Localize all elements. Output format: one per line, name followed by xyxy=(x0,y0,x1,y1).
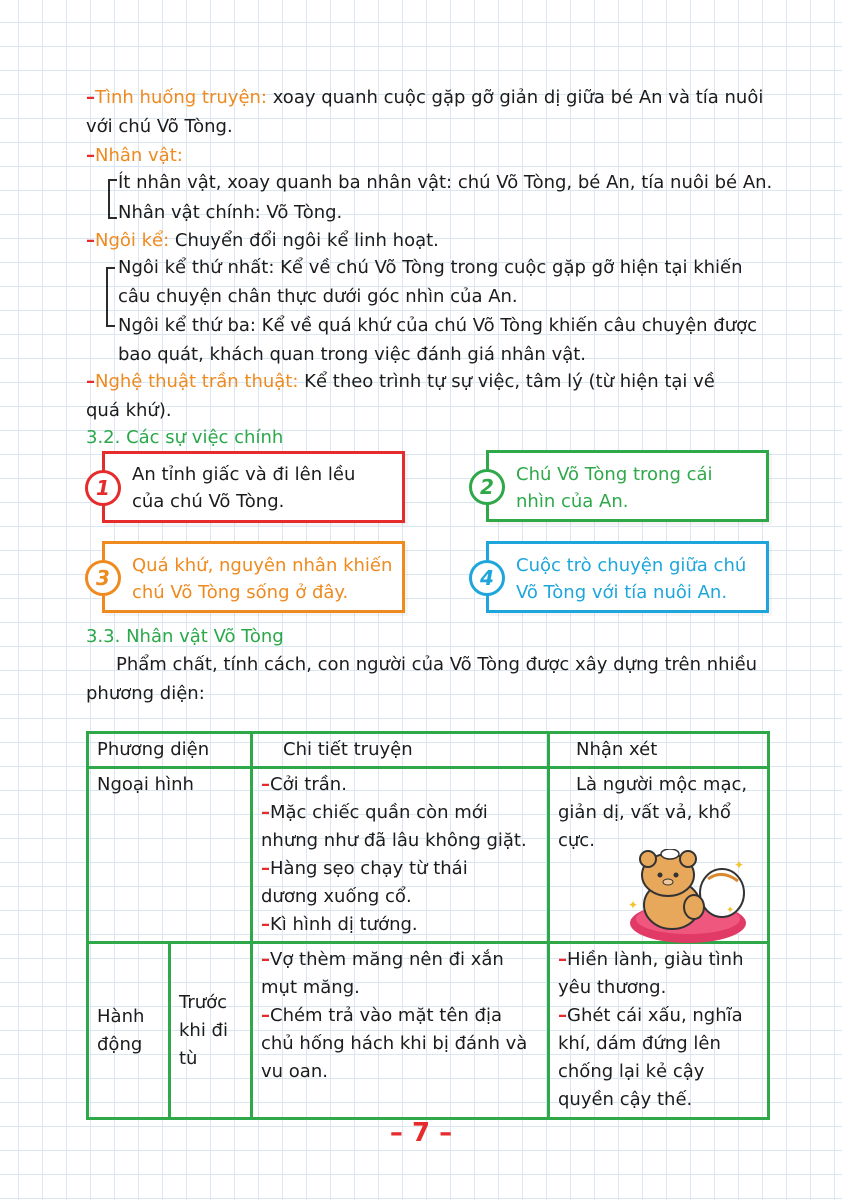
detail-text: Hàng sẹo chạy từ thái xyxy=(270,858,468,879)
detail-line xyxy=(261,771,539,799)
tinh-huong-text: xoay quanh cuộc gặp gỡ giản dị giữa bé An và tía nuôi xyxy=(266,87,764,108)
comment-text: Ghét cái xấu, nghĩa xyxy=(567,1005,743,1026)
comment-line xyxy=(558,1002,759,1030)
sub-aspect-line: tù xyxy=(179,1047,198,1069)
detail-line: dương xuống cổ. xyxy=(261,886,412,907)
event-text-2 xyxy=(516,461,713,515)
detail-line xyxy=(261,911,539,939)
ngoi-ke-item: Ngôi kể thứ nhất: Kể về chú Võ Tòng trong cuộc gặp gỡ hiện tại khiến xyxy=(118,257,743,278)
comment-line: khí, dám đứng lên xyxy=(558,1033,721,1054)
event-text-line: Võ Tòng với tía nuôi An. xyxy=(516,582,728,603)
table-row xyxy=(88,768,769,943)
sub-aspect-line: khi đi xyxy=(179,1019,228,1041)
dash-icon: – xyxy=(261,858,270,879)
table-header-aspect: Phương diện xyxy=(88,733,252,768)
nhan-vat-label: Nhân vật: xyxy=(95,145,183,166)
event-number-3: 3 xyxy=(85,560,121,596)
table-header-details: Chi tiết truyện xyxy=(252,733,549,768)
nghe-thuat-label: Nghệ thuật trần thuật: xyxy=(95,371,299,392)
bear-sticker-icon xyxy=(622,849,748,947)
table-cell-aspect xyxy=(88,943,170,1119)
event-text-line: Quá khứ, nguyên nhân khiến xyxy=(132,555,393,576)
comment-line: cực. xyxy=(558,830,595,851)
heading-3-3: 3.3. Nhân vật Võ Tòng xyxy=(86,626,284,647)
detail-line xyxy=(261,799,539,827)
comment-line: giản dị, vất vả, khổ xyxy=(558,802,731,823)
detail-text: Chém trả vào mặt tên địa xyxy=(270,1005,502,1026)
event-text-1 xyxy=(132,461,355,515)
tinh-huong-cont: với chú Võ Tòng. xyxy=(86,116,233,137)
ngoi-ke-item: bao quát, khách quan trong việc đánh giá nhân vật. xyxy=(118,344,587,365)
comment-line: quyền cậy thế. xyxy=(558,1089,693,1110)
dash-icon: – xyxy=(261,949,270,970)
nhan-vat-line xyxy=(86,141,183,171)
sub-aspect-line: Trước xyxy=(179,991,228,1013)
table-row xyxy=(88,943,769,1119)
dash-icon: – xyxy=(86,371,95,392)
svg-text:✦: ✦ xyxy=(628,898,639,912)
table-cell-aspect: Ngoại hình xyxy=(88,768,252,943)
nghe-thuat-line xyxy=(86,367,715,397)
table-header-row xyxy=(88,733,769,768)
nghe-thuat-text: Kể theo trình tự sự việc, tâm lý (từ hiện tại về xyxy=(298,371,715,392)
heading-3-2: 3.2. Các sự việc chính xyxy=(86,427,284,448)
dash-icon: – xyxy=(86,230,95,251)
detail-text: Mặc chiếc quần còn mới xyxy=(270,802,488,823)
dash-icon: – xyxy=(261,914,270,935)
detail-text: Kì hình dị tướng. xyxy=(270,914,418,935)
detail-text: Cởi trần. xyxy=(270,774,347,795)
table-header-comment: Nhận xét xyxy=(549,733,769,768)
dash-icon: – xyxy=(558,949,567,970)
detail-line: nhưng như đã lâu không giặt. xyxy=(261,830,527,851)
detail-line: mụt măng. xyxy=(261,977,360,998)
event-text-4 xyxy=(516,552,746,606)
event-text-line: Cuộc trò chuyện giữa chú xyxy=(516,555,747,576)
detail-line xyxy=(261,1002,539,1030)
aspect-line: động xyxy=(97,1033,143,1055)
event-text-line: nhìn của An. xyxy=(516,491,629,512)
detail-line xyxy=(261,946,539,974)
event-number-1: 1 xyxy=(85,470,121,506)
ngoi-ke-line xyxy=(86,226,439,256)
para-3-3-line1: Phẩm chất, tính cách, con người của Võ Tòng được xây dựng trên nhiều xyxy=(116,654,758,675)
dash-icon: – xyxy=(86,87,95,108)
dash-icon: – xyxy=(261,774,270,795)
detail-line: chủ hống hách khi bị đánh và xyxy=(261,1033,528,1054)
svg-text:✦: ✦ xyxy=(726,905,735,916)
table-cell-sub-aspect xyxy=(170,943,252,1119)
nghe-thuat-cont: quá khứ). xyxy=(86,400,172,421)
table-cell-details xyxy=(252,943,549,1119)
comment-line: yêu thương. xyxy=(558,977,667,998)
dash-icon: – xyxy=(86,145,95,166)
page-number: – 7 – xyxy=(389,1118,453,1148)
event-number-4: 4 xyxy=(469,560,505,596)
event-text-line: của chú Võ Tòng. xyxy=(132,491,285,512)
ngoi-ke-label: Ngôi kể: xyxy=(95,230,170,251)
tinh-huong-line xyxy=(86,83,763,113)
comment-line: Là người mộc mạc, xyxy=(576,774,748,795)
event-number-2: 2 xyxy=(469,469,505,505)
event-text-line: chú Võ Tòng sống ở đây. xyxy=(132,582,349,603)
event-text-line: An tỉnh giấc và đi lên lều xyxy=(132,464,356,485)
nhan-vat-item: Ít nhân vật, xoay quanh ba nhân vật: chú Võ Tòng, bé An, tía nuôi bé An. xyxy=(118,172,773,193)
character-table xyxy=(86,731,770,1120)
detail-line xyxy=(261,855,539,883)
comment-text: Hiền lành, giàu tình xyxy=(567,949,744,970)
bracket-icon xyxy=(108,179,110,219)
aspect-line: Hành xyxy=(97,1005,145,1027)
svg-text:✦: ✦ xyxy=(734,858,745,872)
detail-line: vu oan. xyxy=(261,1061,328,1082)
comment-line: chống lại kẻ cậy xyxy=(558,1061,705,1082)
event-text-line: Chú Võ Tòng trong cái xyxy=(516,464,713,485)
ngoi-ke-text: Chuyển đổi ngôi kể linh hoạt. xyxy=(169,230,439,251)
tinh-huong-label: Tình huống truyện: xyxy=(95,87,267,108)
nhan-vat-item: Nhân vật chính: Võ Tòng. xyxy=(118,202,343,223)
ngoi-ke-item: câu chuyện chân thực dưới góc nhìn của An. xyxy=(118,286,518,307)
dash-icon: – xyxy=(558,1005,567,1026)
event-text-3 xyxy=(132,552,392,606)
comment-line xyxy=(558,946,759,974)
dash-icon: – xyxy=(261,1005,270,1026)
ngoi-ke-item: Ngôi kể thứ ba: Kể về quá khứ của chú Võ Tòng khiến câu chuyện được xyxy=(118,315,758,336)
dash-icon: – xyxy=(261,802,270,823)
table-cell-comment xyxy=(549,768,769,943)
para-3-3-line2: phương diện: xyxy=(86,683,205,704)
table-cell-details xyxy=(252,768,549,943)
table-cell-comment xyxy=(549,943,769,1119)
bracket-icon xyxy=(106,267,108,327)
detail-text: Vợ thèm măng nên đi xắn xyxy=(270,949,504,970)
